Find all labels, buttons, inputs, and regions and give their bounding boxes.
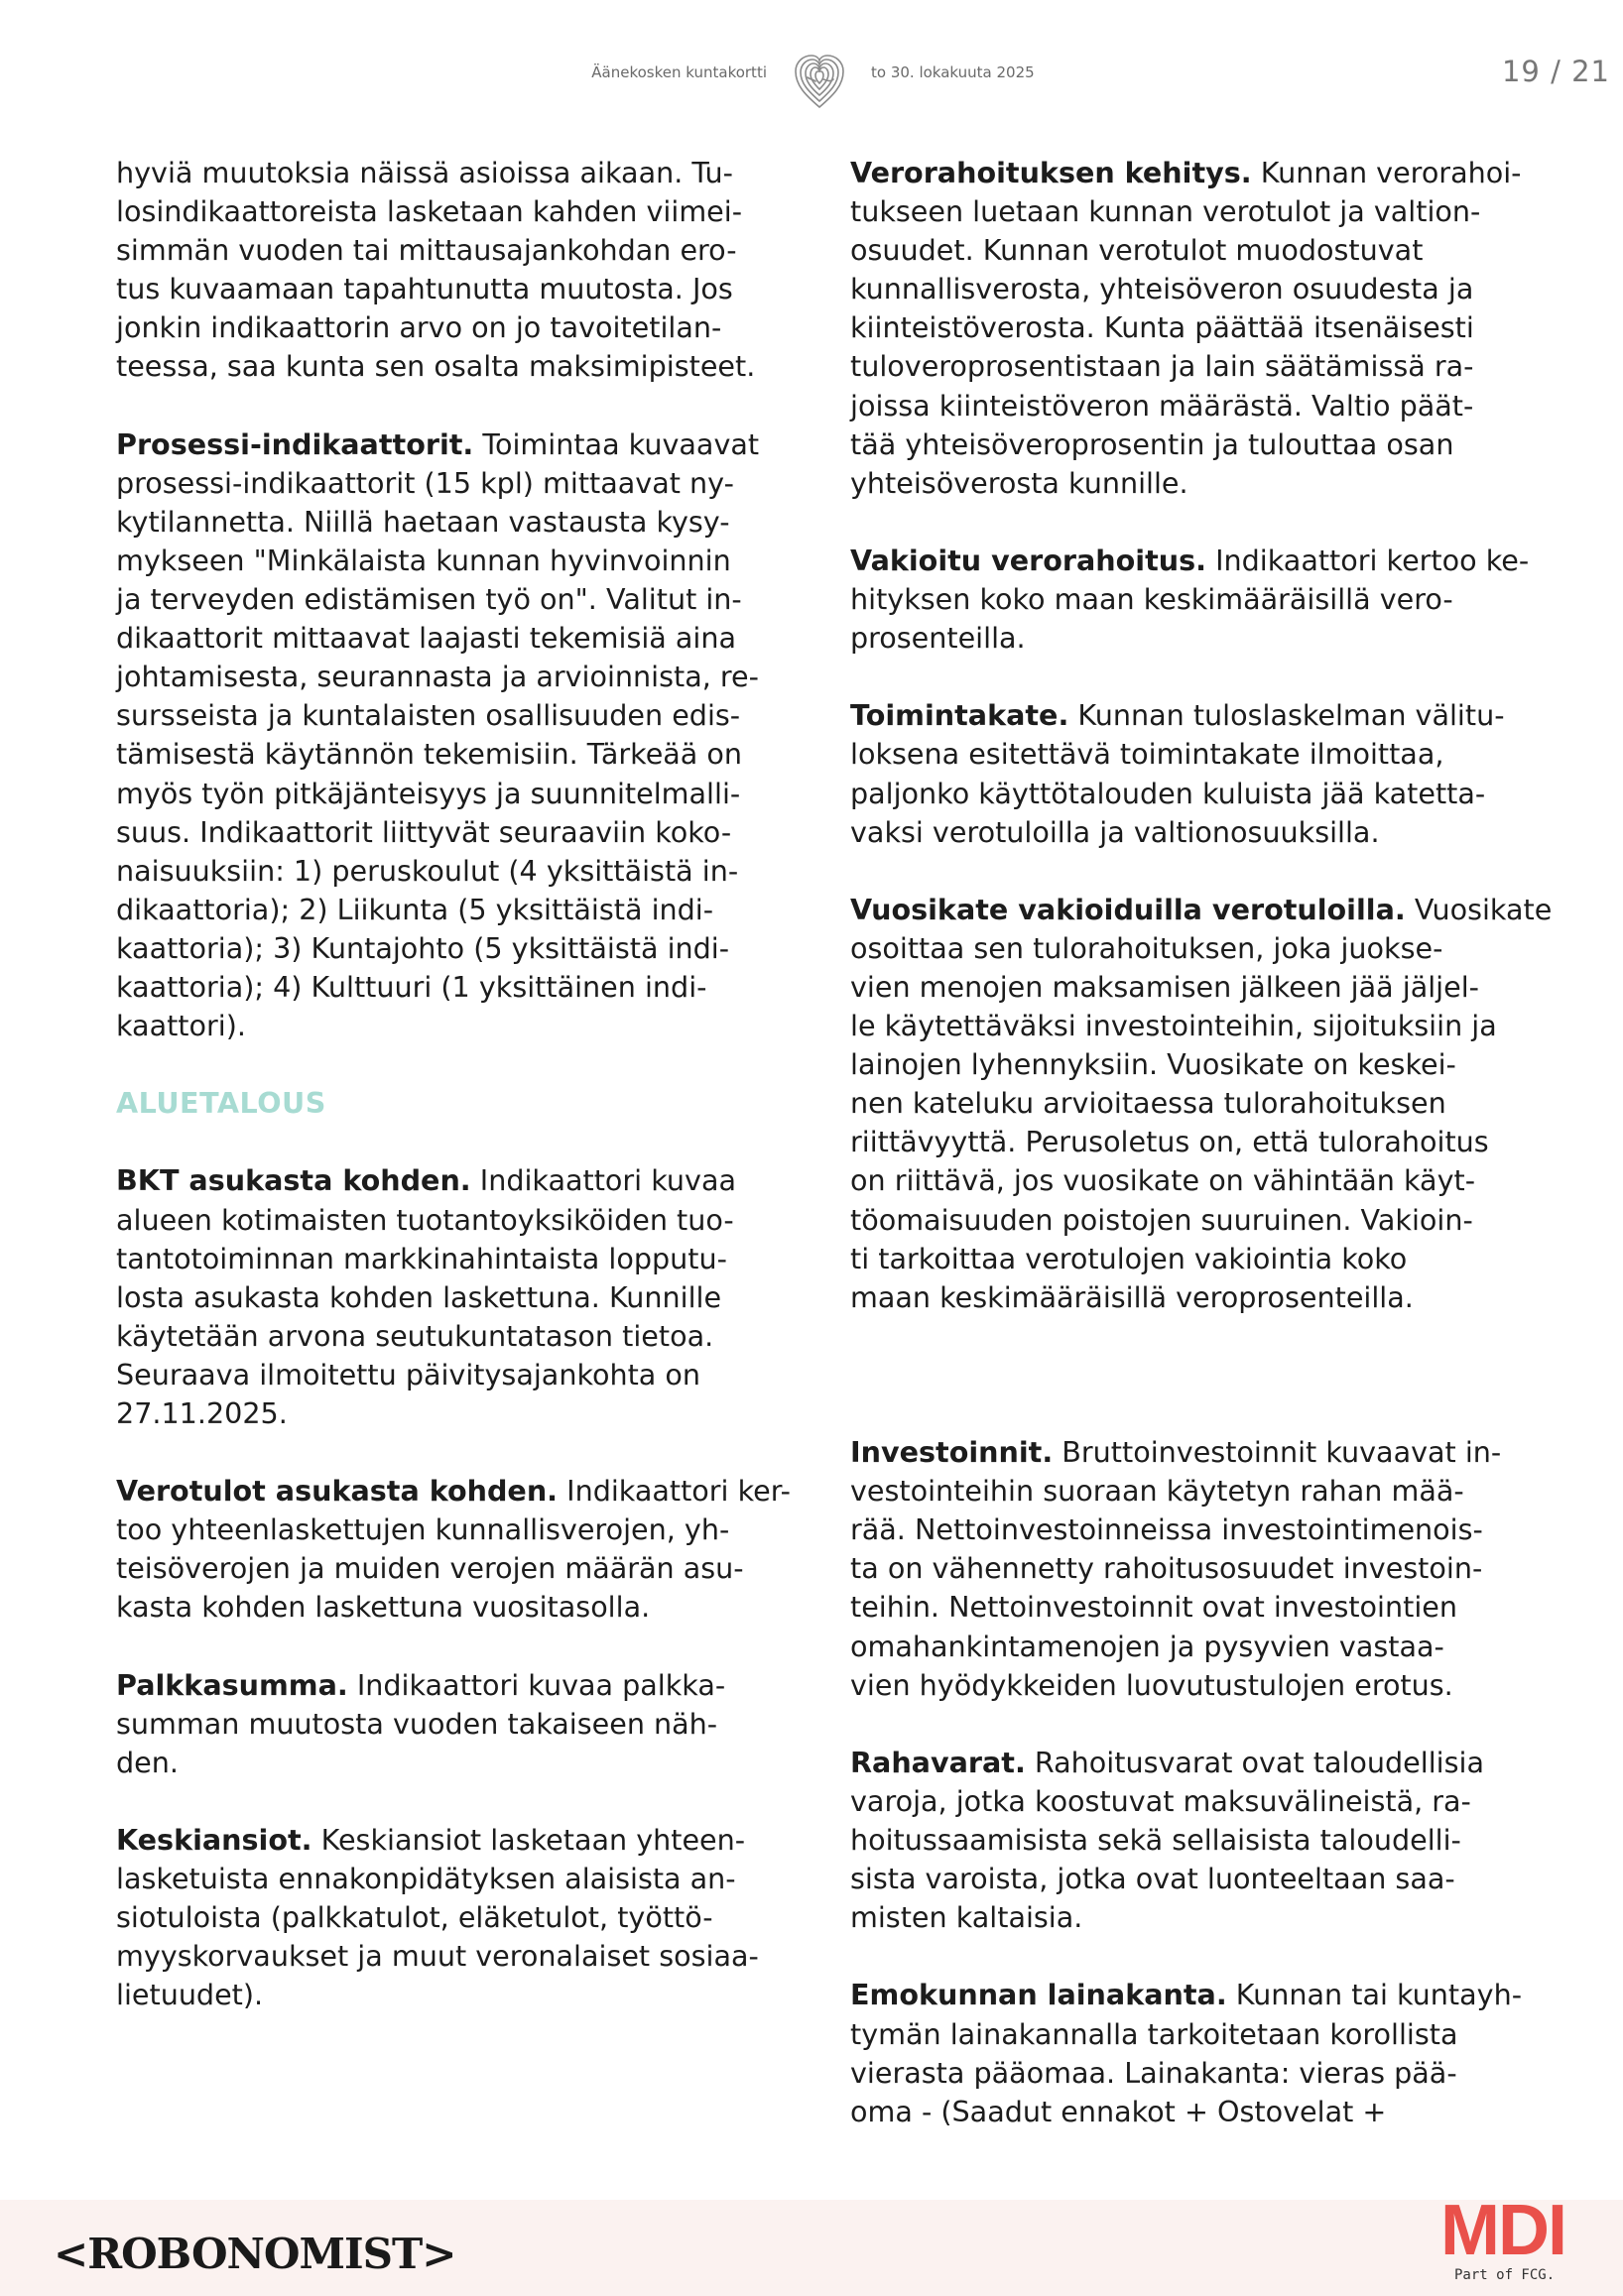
text-line [116, 1317, 791, 1356]
term-label: Investoinnit. [850, 1435, 1054, 1470]
line-text: mykseen "Minkälaista kunnan hyvinvoinnin [116, 543, 731, 577]
line-text: tymän lainakannalla tarkoitetaan korollista [850, 2016, 1458, 2051]
line-text: Kunnan verorahoi- [1251, 156, 1522, 189]
paragraph-gap [850, 852, 1535, 891]
text-line [850, 1123, 1535, 1161]
term-label: Keskiansiot. [116, 1823, 312, 1858]
text-line [116, 1705, 791, 1744]
line-text: maan keskimääräisillä veroprosenteilla. [850, 1279, 1414, 1314]
line-text: prosessi-indikaattorit (15 kpl) mittaavat ny- [116, 465, 734, 500]
text-line [116, 1821, 791, 1860]
line-text: Indikaattori kertoo ke- [1206, 543, 1530, 577]
fingerprint-heart-icon [788, 50, 851, 113]
text-line [850, 1511, 1535, 1549]
line-text: omahankintamenojen ja pysyvien vastaa- [850, 1629, 1444, 1663]
text-line [116, 929, 791, 968]
text-line [116, 1937, 791, 1976]
text-line [116, 619, 791, 658]
text-line [116, 852, 791, 891]
text-line [116, 308, 791, 347]
paragraph-gap [850, 1356, 1535, 1394]
page-footer [0, 2191, 1623, 2296]
text-line [116, 1201, 791, 1240]
text-line [850, 1549, 1535, 1588]
paragraph-gap [116, 1433, 791, 1472]
line-text: too yhteenlaskettujen kunnallisverojen, yh- [116, 1512, 730, 1547]
text-line [850, 2054, 1535, 2093]
paragraph-gap [116, 387, 791, 425]
text-line [850, 1821, 1535, 1860]
line-text: kaattoria); 3) Kuntajohto (5 yksittäistä indi- [116, 930, 730, 965]
term-label: Vakioitu verorahoitus. [850, 543, 1206, 577]
line-text: vien hyödykkeiden luovutustulojen erotus. [850, 1667, 1453, 1702]
line-text: hityksen koko maan keskimääräisillä vero- [850, 582, 1453, 617]
text-line [850, 154, 1535, 192]
line-text: lainojen lyhennyksiin. Vuosikate on keskei- [850, 1047, 1456, 1082]
line-text: hoitussaamisista sekä sellaisista taloudelli- [850, 1823, 1461, 1858]
line-text: misten kaltaisia. [850, 1900, 1083, 1935]
text-line [116, 1549, 791, 1588]
line-text: summan muutosta vuoden takaiseen näh- [116, 1706, 718, 1741]
text-line [116, 154, 791, 192]
text-line [116, 1161, 791, 1200]
line-text: sista varoista, jotka ovat luonteeltaan saa- [850, 1862, 1455, 1896]
text-line [850, 735, 1535, 774]
term-label: Rahavarat. [850, 1745, 1026, 1779]
line-text: tukseen luetaan kunnan verotulot ja valtion- [850, 194, 1481, 229]
text-line [850, 387, 1535, 425]
line-text: vestointeihin suoraan käytetyn rahan mää- [850, 1474, 1464, 1509]
line-text: Kunnan tuloslaskelman välitu- [1068, 698, 1505, 733]
text-line [850, 813, 1535, 852]
line-text: kytilannetta. Niillä haetaan vastausta kysy- [116, 504, 730, 539]
text-line [116, 542, 791, 580]
text-line [850, 696, 1535, 735]
line-text: simmän vuoden tai mittausajankohdan ero- [116, 233, 737, 268]
text-line [116, 192, 791, 231]
text-line [850, 464, 1535, 503]
text-line [850, 270, 1535, 308]
line-text: myyskorvaukset ja muut veronalaiset sosiaa- [116, 1939, 759, 1974]
line-text: vierasta pääomaa. Lainakanta: vieras pää- [850, 2055, 1457, 2090]
text-line [850, 1782, 1535, 1821]
text-line [850, 425, 1535, 464]
text-line [116, 968, 791, 1007]
mdi-logo [1436, 2191, 1585, 2291]
paragraph-gap [850, 658, 1535, 696]
text-line [850, 775, 1535, 813]
term-label: Emokunnan lainakanta. [850, 1978, 1227, 2012]
term-label: Palkkasumma. [116, 1667, 348, 1702]
text-line [850, 1744, 1535, 1782]
right-column [850, 154, 1553, 2131]
text-line [116, 1240, 791, 1278]
line-text: jonkin indikaattorin arvo on jo tavoitetilan- [116, 310, 722, 345]
line-text: dikaattoria); 2) Liikunta (5 yksittäistä indi- [116, 892, 714, 926]
text-line [116, 1472, 791, 1511]
line-text: Rahoitusvarat ovat taloudellisia [1025, 1745, 1484, 1779]
text-line [850, 1433, 1535, 1472]
term-label: BKT asukasta kohden. [116, 1163, 471, 1198]
line-text: Indikaattori ker- [558, 1474, 791, 1509]
line-text: le käytettäväksi investointeihin, sijoituksiin ja [850, 1009, 1497, 1043]
line-text: kiinteistöverosta. Kunta päättää itsenäisesti [850, 310, 1474, 345]
line-text: riittävyyttä. Perusoletus on, että tulorahoitus [850, 1125, 1489, 1159]
line-text: ti tarkoittaa verotulojen vakiointia koko [850, 1241, 1408, 1275]
text-line [116, 464, 791, 503]
line-text: Keskiansiot lasketaan yhteen- [312, 1823, 746, 1858]
text-line [116, 425, 791, 464]
text-line [850, 619, 1535, 658]
term-label: Verorahoituksen kehitys. [850, 156, 1252, 189]
line-text: siotuloista (palkkatulot, eläketulot, työttö- [116, 1900, 713, 1935]
text-line [850, 2015, 1535, 2054]
text-line [116, 658, 791, 696]
text-line [850, 1588, 1535, 1627]
line-text: lasketuista ennakonpidätyksen alaisista an- [116, 1862, 736, 1896]
line-text: kasta kohden laskettuna vuositasolla. [116, 1590, 651, 1625]
line-text: tää yhteisöveroprosentin ja tulouttaa osan [850, 426, 1454, 461]
line-text: johtamisesta, seurannasta ja arvioinnista, re- [116, 660, 759, 694]
line-text: varoja, jotka koostuvat maksuvälineistä, ra- [850, 1783, 1471, 1818]
paragraph-gap [116, 1045, 791, 1084]
paragraph-gap [116, 1123, 791, 1161]
text-line [850, 1045, 1535, 1084]
line-text: teisöverojen ja muiden verojen määrän asu- [116, 1551, 744, 1586]
line-text: yhteisöverosta kunnille. [850, 465, 1188, 500]
text-line [116, 1666, 791, 1705]
text-line [116, 1588, 791, 1627]
line-text: tuloveroprosentistaan ja lain säätämissä ra- [850, 349, 1474, 384]
text-line [116, 1511, 791, 1549]
line-text: ta on vähennetty rahoitusosuudet investoin- [850, 1551, 1483, 1586]
text-line [850, 231, 1535, 270]
line-text: prosenteilla. [850, 621, 1026, 656]
text-line [116, 1744, 791, 1782]
line-text: Vuosikate [1405, 892, 1553, 926]
text-line [116, 1394, 791, 1433]
text-line [116, 891, 791, 929]
line-text: losta asukasta kohden laskettuna. Kunnille [116, 1279, 722, 1314]
line-text: naisuuksiin: 1) peruskoulut (4 yksittäistä in- [116, 853, 739, 888]
term-label: Toimintakate. [850, 698, 1069, 733]
line-text: käytetään arvona seutukuntatason tietoa. [116, 1318, 714, 1353]
line-text: Bruttoinvestoinnit kuvaavat in- [1053, 1435, 1502, 1470]
section-heading: ALUETALOUS [116, 1086, 326, 1121]
paragraph-gap [850, 1317, 1535, 1356]
line-text: den. [116, 1745, 179, 1779]
line-text: vaksi verotuloilla ja valtionosuuksilla. [850, 814, 1380, 849]
text-line [850, 1898, 1535, 1937]
line-text: dikaattorit mittaavat laajasti tekemisiä aina [116, 621, 737, 656]
line-text: kaattoria); 4) Kulttuuri (1 yksittäinen indi- [116, 969, 707, 1004]
text-line [850, 1628, 1535, 1666]
line-text: vien menojen maksamisen jälkeen jää jäljel- [850, 969, 1479, 1004]
line-text: suus. Indikaattorit liittyvät seuraaviin koko- [116, 814, 732, 849]
text-line [116, 580, 791, 619]
line-text: Kunnan tai kuntayh- [1226, 1978, 1523, 2012]
robonomist-logo: <ROBONOMIST> [54, 2230, 456, 2278]
line-text: teessa, saa kunta sen osalta maksimipisteet. [116, 349, 756, 384]
line-text: Indikaattori kuvaa [470, 1163, 736, 1198]
text-line [850, 1976, 1535, 2014]
text-line [850, 968, 1535, 1007]
text-line [116, 775, 791, 813]
line-text: myös työn pitkäjänteisyys ja suunnitelmalli- [116, 776, 741, 810]
line-text: hyviä muutoksia näissä asioissa aikaan. Tu- [116, 156, 733, 189]
text-line [850, 1201, 1535, 1240]
line-text: töomaisuuden poistojen suuruinen. Vakioin- [850, 1202, 1473, 1237]
term-label: Prosessi-indikaattorit. [116, 426, 474, 461]
line-text: lietuudet). [116, 1978, 264, 2012]
line-text: osoittaa sen tulorahoituksen, joka juokse- [850, 930, 1443, 965]
line-text: Toimintaa kuvaavat [473, 426, 760, 461]
text-line [116, 1898, 791, 1937]
page-header [0, 50, 1623, 109]
text-line [116, 735, 791, 774]
line-text: oma - (Saadut ennakot + Ostovelat + [850, 2094, 1387, 2128]
line-text: tämisestä käytännön tekemisiin. Tärkeää on [116, 737, 743, 772]
text-line [850, 1860, 1535, 1898]
text-line [850, 1007, 1535, 1045]
line-text: losindikaattoreista lasketaan kahden viimei- [116, 194, 743, 229]
text-line [850, 308, 1535, 347]
line-text: 27.11.2025. [116, 1396, 288, 1430]
line-text: Seuraava ilmoitettu päivitysajankohta on [116, 1357, 701, 1391]
line-text: kaattori). [116, 1009, 246, 1043]
line-text: tantotoiminnan markkinahintaista lopputu- [116, 1241, 727, 1275]
line-text: rää. Nettoinvestoinneissa investointimenois- [850, 1512, 1483, 1547]
text-line [116, 1976, 791, 2014]
text-line [850, 192, 1535, 231]
paragraph-gap [850, 503, 1535, 542]
text-line [850, 580, 1535, 619]
text-line [850, 1278, 1535, 1317]
text-line [116, 231, 791, 270]
text-line [850, 2093, 1535, 2131]
line-text: osuudet. Kunnan verotulot muodostuvat [850, 233, 1424, 268]
text-line [850, 891, 1553, 929]
term-label: Verotulot asukasta kohden. [116, 1474, 559, 1509]
line-text: nen kateluku arvioitaessa tulorahoituksen [850, 1086, 1446, 1121]
document-date: to 30. lokakuuta 2025 [871, 63, 1035, 81]
line-text: ja terveyden edistämisen työ on". Valitut in- [116, 582, 742, 617]
mdi-logo-subtitle: Part of FCG. [1454, 2267, 1556, 2283]
page-number: 19 / 21 [1501, 55, 1610, 88]
text-line [850, 1240, 1535, 1278]
line-text: loksena esitettävä toimintakate ilmoittaa, [850, 737, 1444, 772]
line-text: on riittävä, jos vuosikate on vähintään käyt- [850, 1163, 1476, 1198]
text-line [116, 1860, 791, 1898]
text-line [116, 1278, 791, 1317]
line-text: teihin. Nettoinvestoinnit ovat investointien [850, 1590, 1457, 1625]
line-text: tus kuvaamaan tapahtunutta muutosta. Jos [116, 272, 733, 306]
text-line [116, 503, 791, 542]
paragraph-gap [850, 1705, 1535, 1744]
text-line [850, 1161, 1535, 1200]
text-line [850, 1084, 1535, 1123]
text-line [116, 1356, 791, 1394]
text-line [116, 1007, 791, 1045]
text-line [850, 347, 1535, 386]
text-line [116, 347, 791, 386]
paragraph-gap [116, 1628, 791, 1666]
term-label: Vuosikate vakioiduilla verotuloilla. [850, 892, 1406, 926]
paragraph-gap [850, 1394, 1535, 1433]
line-text: alueen kotimaisten tuotantoyksiköiden tuo- [116, 1202, 734, 1237]
line-text: kunnallisverosta, yhteisöveron osuudesta ja [850, 272, 1474, 306]
mdi-logo-text: MDI [1440, 2191, 1565, 2270]
text-line [116, 696, 791, 735]
text-line [116, 813, 791, 852]
left-column [116, 154, 791, 2015]
text-line [850, 1666, 1535, 1705]
text-line [850, 1472, 1535, 1511]
line-text: sursseista ja kuntalaisten osallisuuden edis- [116, 698, 741, 733]
line-text: joissa kiinteistöveron määrästä. Valtio päät- [850, 388, 1474, 423]
line-text: paljonko käyttötalouden kuluista jää katetta- [850, 776, 1486, 810]
paragraph-gap [850, 1937, 1535, 1976]
line-text: Indikaattori kuvaa palkka- [347, 1667, 726, 1702]
text-line [850, 929, 1535, 968]
paragraph-gap [116, 1782, 791, 1821]
document-title: Äänekosken kuntakortti [591, 63, 767, 81]
text-line [850, 542, 1535, 580]
text-line [116, 270, 791, 308]
